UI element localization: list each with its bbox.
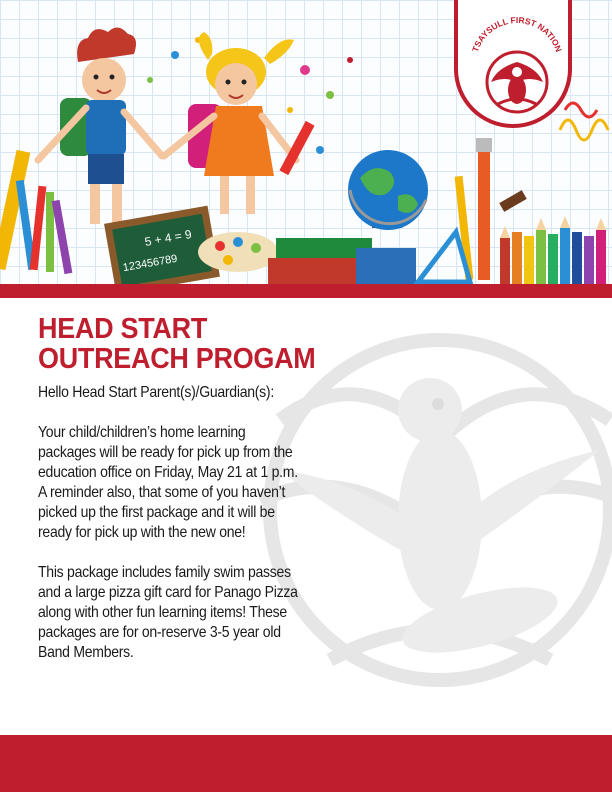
paragraph-line: along with other fun learning items! These <box>38 604 287 621</box>
paragraph-line: picked up the first package and it will be <box>38 504 275 521</box>
paragraph-line: This package includes family swim passes <box>38 564 291 581</box>
paragraph-line: and a large pizza gift card for Panago Pizza <box>38 584 298 601</box>
svg-text:123456789: 123456789 <box>121 252 179 275</box>
boy-figure <box>38 27 162 224</box>
paragraph-line: Band Members. <box>38 644 134 661</box>
paragraph-line: packages are for on-reserve 3-5 year old <box>38 624 281 641</box>
colored-pencils-icon <box>500 216 606 284</box>
pencil-cup-icon <box>0 150 72 274</box>
main-content <box>38 314 378 663</box>
page-title <box>38 314 354 374</box>
books-icon <box>268 238 416 284</box>
globe-icon <box>348 150 428 230</box>
paragraph-line: A reminder also, that some of you haven’t <box>38 484 286 501</box>
paragraph-line: ready for pick up with the new one! <box>38 524 246 541</box>
paragraph-line: Your child/children’s home learning <box>38 424 246 441</box>
paragraph-line: education office on Friday, May 21 at 1 p.m. <box>38 464 298 481</box>
title-line-1: HEAD START <box>38 313 208 345</box>
paragraph-line: packages will be ready for pick up from the <box>38 444 293 461</box>
paragraph-pickup-info <box>38 423 376 543</box>
top-red-band <box>0 284 612 298</box>
eagle-logo-icon <box>458 0 572 128</box>
svg-text:TSAYSULL FIRST NATION: TSAYSULL FIRST NATION <box>470 14 564 54</box>
title-line-2: OUTREACH PROGAM <box>38 343 316 375</box>
svg-text:5 + 4 = 9: 5 + 4 = 9 <box>143 226 193 249</box>
first-nation-logo <box>454 0 572 128</box>
footer-red-band <box>0 735 612 792</box>
greeting-text: Hello Head Start Parent(s)/Guardian(s): <box>38 384 274 401</box>
paragraph-package-contents <box>38 563 376 663</box>
girl-figure <box>164 32 315 214</box>
